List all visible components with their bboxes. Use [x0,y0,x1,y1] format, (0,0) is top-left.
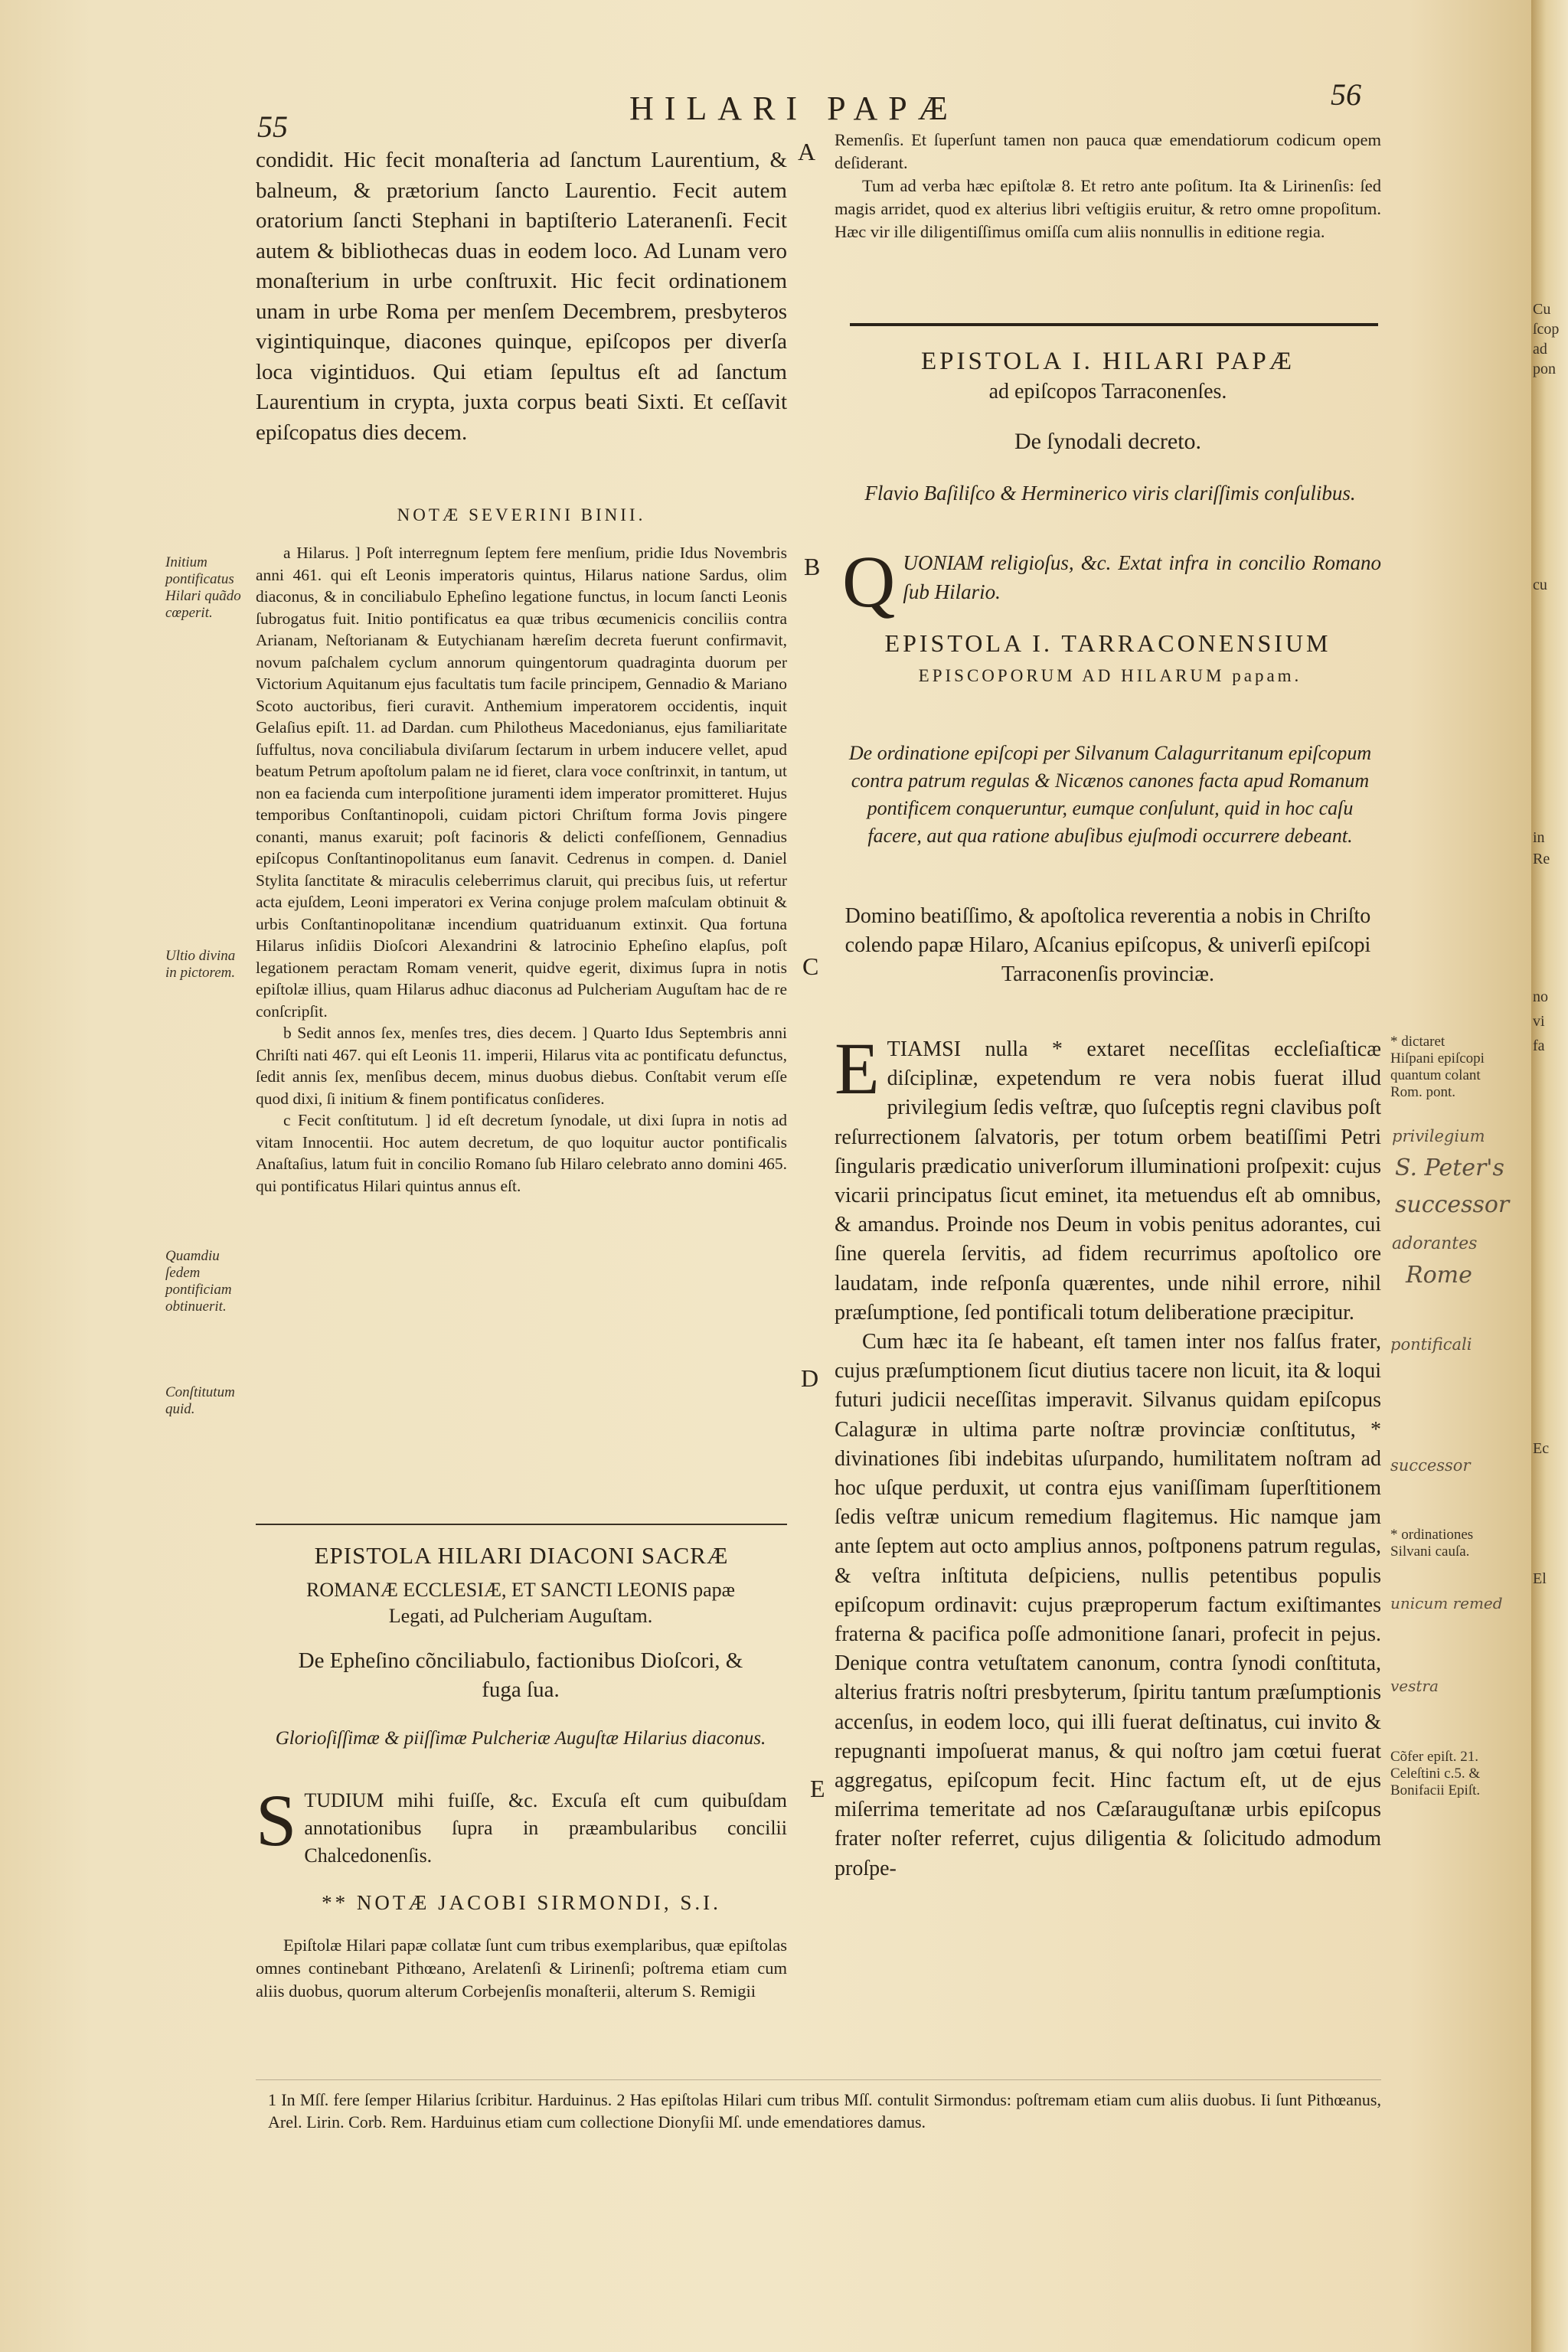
handwritten-note-1: privilegium [1392,1127,1485,1145]
section-letter-b: B [804,553,821,580]
tarraconensium-text-1: TIAMSI nulla * extaret neceſſitas eccleſiaſticæ diſciplinæ, expetendum re vera nobis fuerat illud privilegium ſedis veſtræ, quo ſuſceptis regni clavibus poſt reſurrectionem ſalvatoris, per totum orbem beatiſſimi Petri ſingularis prædicatio univerſorum illuminationi proſpexit: cujus vicarii principatus ſicut eminet, ita metuendus eſt ab omnibus, & amandus. Proinde nos Deum in vobis penitus adorantes, cui ſine querela ſervitis, ad fidem recurrimus apoſtolico ore laudatam, inde reſponſa quærentes, unde nihil errore, nihil præſumptione, ſed pontificali totum deliberatione præcipitur. [835,1037,1381,1325]
epistola-tarraconensium-topic: De ordinatione epiſcopi per Silvanum Calagurritanum epiſcopum contra patrum regulas & Nicænos canones facta apud Romanum pontificem conqueruntur, eumque conſulunt, quid in hoc caſu facere, aut qua ratione abuſibus ejuſmodi occurrere debeant. [848,742,1372,847]
epistola-hilari-diaconi-address: Glorioſiſſimæ & piiſſimæ Pulcheriæ Auguſtæ Hilarius diaconus. [275,1728,766,1749]
dropcap-e: E [835,1027,880,1109]
right-column-top [835,129,1381,243]
edge-fragment-2: ſcop [1533,321,1560,338]
notes-sirmondi-heading: ** NOTÆ JACOBI SIRMONDI, S.I. [322,1891,721,1914]
epistola-tarraconensium-body [835,1027,1381,1883]
side-note-quamdiu: Quamdiu ſedem pontificiam obtinuerit. [165,1248,232,1315]
handwritten-note-2: S. Peter's [1395,1155,1504,1181]
handwritten-note-9: vestra [1390,1677,1439,1695]
handwritten-note-5: Rome [1406,1262,1472,1289]
notes-sirmondi-text [256,1934,787,2003]
side-note-constitutum: Conſtitutum quid. [165,1384,235,1417]
dropcap-s: S [256,1779,297,1861]
vita-ending: condidit. Hic fecit monaſteria ad ſanctum Laurentium, & balneum, & prætorium ſancto Laurentio. Fecit autem oratorium ſancti Stephani in baptiſterio Lateranenſi. Fecit autem & bibliothecas duas in eodem loco. Ad Lunam vero monaſterium in urbe conſtruxit. Hic fecit ordinationem unam in urbe Roma per menſem Decembrem, presbyteros vigintiquinque, diacones quinque, epiſcopos per diverſa loca vigintiduos. Qui etiam ſepultus eſt ad ſanctum Laurentium in crypta, juxta corpus beati Sixti. Et ceſſavit epiſcopatus dies decem. [256,148,787,445]
note-b: b Sedit annos ſex, menſes tres, dies decem. ] Quarto Idus Septembris anni Chriſti nati 467. qui eſt Leonis 11. imperii, Hilarus vita ac pontificatu defunctus, ſedit annis ſex, menſibus decem, minus duobus diebus. Conſtabit verum eſſe quod dixi, ſi initium & finem pontificatus conſideres. [256,1024,787,1108]
notes-binii-heading: NOTÆ SEVERINI BINII. [397,505,646,524]
edge-fragment-9: vi [1533,1013,1545,1030]
handwritten-note-6: pontificali [1390,1335,1472,1354]
epistola-1-topic: De ſynodali decreto. [1014,429,1202,454]
epistola-tarraconensium-title: EPISTOLA I. TARRACONENSIUM [884,629,1331,657]
dropcap-q: Q [842,541,896,622]
epistola-hilari-diaconi-title: EPISTOLA HILARI DIACONI SACRÆ [314,1542,729,1569]
notes-binii [256,542,787,1197]
handwritten-note-7: successor [1390,1456,1471,1475]
epistola-hilari-diaconi-text: TUDIUM mihi fuiſſe, &c. Excuſa eſt cum quibuſdam annotationibus ſupra in præambularibus concilii Chalcedonenſis. [304,1789,787,1867]
side-note-ultio: Ultio divina in pictorem. [165,948,236,981]
tarraconensium-paragraph-2: Cum hæc ita ſe habeant, eſt tamen inter nos falſus frater, cujus præſumptionem ſicut diutius tacere non licuit, ita & loqui futuri judicii neceſſitas imperavit. Silvanus quidam epiſcopus Calaguræ in ultima parte noſtræ provinciæ conſtitutus, * divinationes ſibi indebitas uſurpando, humilitatem noſtram ad hoc uſque perduxit, ut contra ejus vaniſſimam ſuperſtitionem ſedis veſtræ unicum remedium flagitemus. Hic namque jam ante ſeptem aut octo amplius annos, poſtponens patrum regulas, & veſtra inſtituta deſpiciens, nullis petentibus populis epiſcopum ordinavit: cujus præproperum factum exiſtimantes fraterna & pacifica poſſe admonitione ſanari, profecit in pejus. Denique contra vetuſtatem canonum, contra ſynodi conſtituta, alterius fratris noſtri presbyterum, ſpiritu tantum præſumptionis accenſus, in eodem loco, qui illi fuerat deſtinatus, cui invito & repugnanti impoſuerat manus, & qui noſtro jam cœtui fuerat aggregatus, epiſcopum fecit. Hinc factum eſt, ut de ejus miſerrima temeritate ad nos Cæſarauguſtanæ urbis epiſcopus frater noſter referret, cujus diligentia & ſolicitudo admodum proſpe- [835,1330,1381,1880]
edge-fragment-5: cu [1533,577,1547,593]
edge-fragment-8: no [1533,988,1548,1005]
left-column-text [256,145,787,448]
tarraconensium-paragraph-1 [835,1027,1381,1328]
section-letter-a: A [798,138,816,165]
section-letter-c: C [802,952,819,980]
note-a: a Hilarus. ] Poſt interregnum ſeptem fere menſium, pridie Idus Novembris anni 461. qui eſt Leonis imperatoris quintus, Hilarus natione Sardus, olim diaconus, & in conciliabulo Epheſino legatione functus, in locum ſancti Leonis ſubrogatus fuit. Initio pontificatus ea quæ tribus œcumenicis conciliis contra Arianam, Neſtorianam & Eutychianam hæreſim decreta fuerunt confirmavit, novum paſchalem cyclum annorum quingentorum quadraginta duorum per Victorium Aquitanum ejus facultatis tum facile principem, Gennadio & Mariano Scoto auctoribus, fieri curavit. Anthemium imperatorem occidentis, inquit Gelaſius epiſt. 11. ad Dardan. cum Philotheus Macedonianus, ejus familiaritate ſuffultus, nova conciliabula diviſarum ſectarum in urbem inducere vellet, apud beatum Petrum apoſtolum palam ne id fieret, clara voce conſtrinxit, in tantum, ut non ea facienda cum interpoſitione juramenti idem imperator promitteret. Hujus temporibus Conſtantinopoli, cuidam pictori Chriſtum forma Jovis pingere conanti, manus exaruit; poſt facinoris & delicti confeſſionem, Gennadius epiſcopus Conſtantinopolitanus eum ſanavit. Cedrenus in compen. d. Daniel Stylita ſanctitate & miraculis celeberrimus claruit, qui precibus ſuis, ut refertur acta ejuſdem, Leoni imperatori ex Verina conjuge prolem maſculam obtinuit & urbis Conſtantinopolitanæ incendium quatriduanum extinxit. Qua fortuna Hilarus inſidiis Dioſcori Alexandrini & latrocinio Epheſino elapſus, poſt legationem peractam Romam venerit, quidve egerit, diximus ſupra in notis epiſtolæ illius, quam Hilarus adhuc diaconus ad Pulcheriam Auguſtam hac de re conſcripſit. [256,544,787,1021]
epistola-1-text: UONIAM religioſus, &c. Extat infra in concilio Romano ſub Hilario. [903,551,1381,603]
epistola-1-date: Flavio Baſiliſco & Herminerico viris clariſſimis conſulibus. [864,482,1356,505]
side-note-dictaret: * dictaret Hiſpani epiſcopi quantum colant Rom. pont. [1390,1034,1485,1100]
binding-gutter [1531,0,1568,2352]
edge-fragment-1: Cu [1533,301,1551,318]
page-number-right: 56 [1331,77,1361,112]
handwritten-note-4: adorantes [1392,1234,1478,1253]
edge-fragment-7: Re [1533,851,1550,867]
footnote-divider [256,2079,1381,2080]
footnotes [268,2089,1381,2133]
side-note-ordinationes: * ordinationes Silvani cauſa. [1390,1527,1474,1560]
edge-fragment-3: ad [1533,341,1547,358]
edge-fragment-11: Ec [1533,1440,1550,1457]
section-letter-d: D [801,1364,819,1392]
side-note-cofer: Cõfer epiſt. 21. Celeſtini c.5. & Bonifacii Epiſt. [1390,1749,1481,1798]
edge-fragment-10: fa [1533,1037,1545,1054]
handwritten-note-8: unicum remed [1390,1594,1503,1612]
epistola-1-subtitle: ad epiſcopos Tarraconenſes. [988,380,1227,403]
epistola-1-title: EPISTOLA I. HILARI PAPÆ [920,348,1295,375]
section-letter-e: E [810,1775,825,1802]
handwritten-note-3: successor [1395,1191,1510,1218]
footnote-text: 1 In Mſſ. fere ſemper Hilarius ſcribitur. Harduinus. 2 Has epiſtolas Hilari cum tribus Mſſ. contulit Sirmondus: poſtremam etiam cum aliis duobus. Ii ſunt Pithœanus, Arel. Lirin. Corb. Rem. Harduinus etiam cum collectione Dionyſii Mſ. unde emendatiores damus. [268,2090,1381,2132]
epistola-hilari-diaconi-subtitle: ROMANÆ ECCLESIÆ, ET SANCTI LEONIS papæ Legati, ad Pulcheriam Auguſtam. [306,1579,735,1627]
edge-fragment-4: pon [1533,361,1556,377]
page-number-left: 55 [257,109,288,144]
sirmondi-paragraph: Epiſtolæ Hilari papæ collatæ ſunt cum tribus exemplaribus, quæ epiſtolas omnes continebant Pithœano, Arelatenſi & Lirinenſi; poſtrema etiam cum aliis duobus, quorum alterum Corbejenſis monaſterii, alterum S. Remigii [256,1936,787,2001]
right-divider [850,323,1378,326]
epistola-hilari-diaconi-body [256,1779,787,1870]
right-top-paragraph-1: Remenſis. Et ſuperſunt tamen non pauca quæ emendatiorum codicum opem deſiderant. [835,130,1381,172]
note-c: c Fecit conſtitutum. ] id eſt decretum ſynodale, ut dixi ſupra in notis ad vitam Innocentii. Hoc autem decretum, de quo loquitur auctor pontificalis Anaſtaſius, latum fuit in concilio Romano ſub Hilaro celebrato anno domini 465. qui pontificatus Hilari quintus annus eſt. [256,1111,787,1195]
side-note-initium: Initium pontificatus Hilari quãdo cœperit. [165,554,241,621]
edge-fragment-12: El [1533,1570,1547,1587]
epistola-1-body [842,541,1381,622]
left-divider [256,1524,787,1525]
running-head: HILARI PAPÆ [629,90,959,127]
epistola-tarraconensium-salutation: Domino beatiſſimo, & apoſtolica reverentia a nobis in Chriſto colendo papæ Hilaro, Aſcanius epiſcopus, & univerſi epiſcopi Tarraconenſis provinciæ. [844,904,1371,986]
epistola-tarraconensium-subtitle: EPISCOPORUM AD HILARUM papam. [918,666,1302,685]
epistola-hilari-diaconi-topic: De Epheſino cõnciliabulo, factionibus Dioſcori, & fuga ſua. [298,1648,743,1702]
right-top-paragraph-2: Tum ad verba hæc epiſtolæ 8. Et retro ante poſitum. Ita & Lirinenſis: ſed magis arridet, quod ex alterius libri veſtigiis eruitur, & retro omne propoſitum. Hæc vir ille diligentiſſimus omiſſa cum aliis nonnullis in editione regia. [835,176,1381,241]
edge-fragment-6: in [1533,829,1545,846]
